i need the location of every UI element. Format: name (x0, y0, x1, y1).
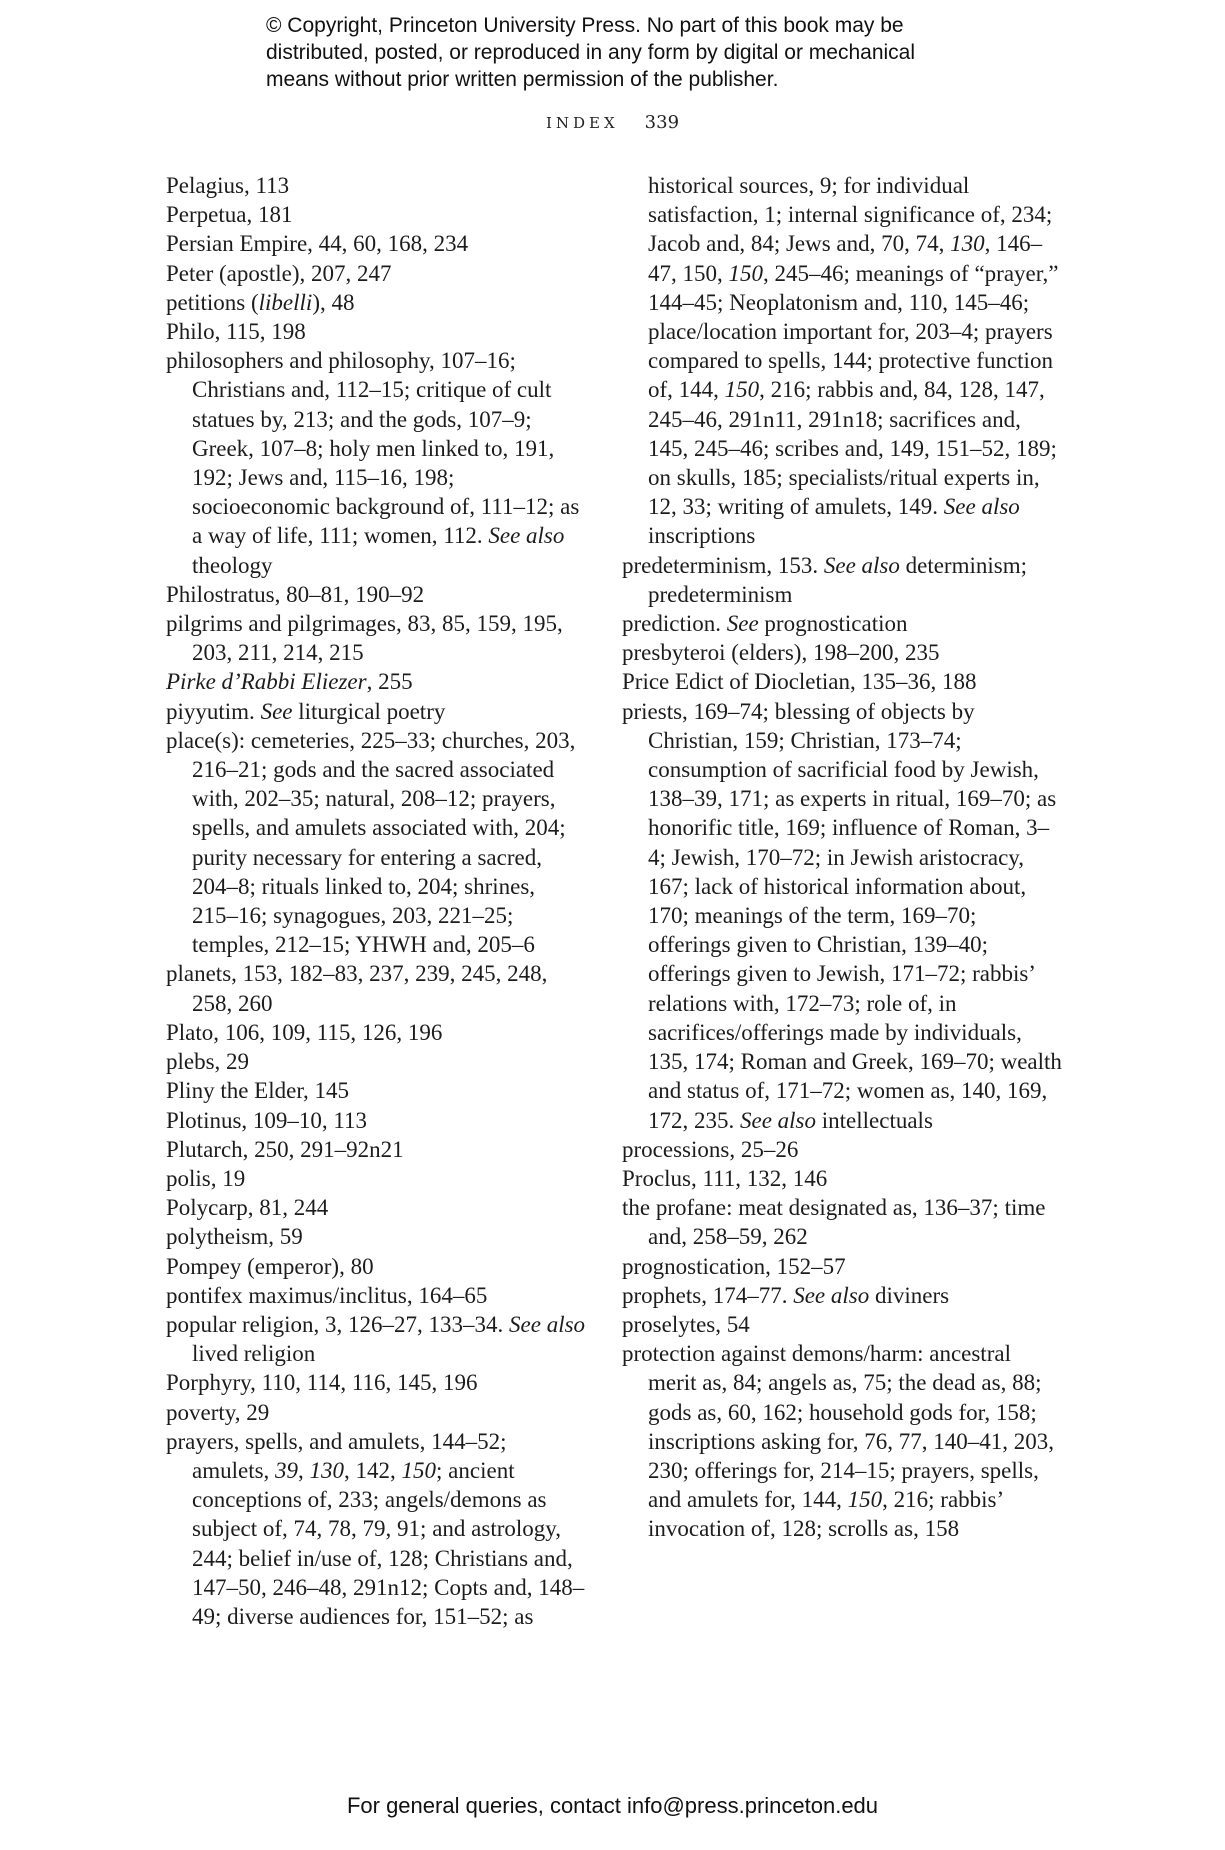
index-entry: Pirke d’Rabbi Eliezer, 255 (166, 669, 413, 695)
index-column-left (166, 171, 586, 1631)
index-entry: polytheism, 59 (166, 1224, 303, 1250)
index-entry: Philo, 115, 198 (166, 319, 306, 345)
index-entry: place(s): cemeteries, 225–33; churches, 203, 216–21; gods and the sacred associated with, 202–35; natural, 208–12; prayers, spells, and amulets associated with, 204; purity necessary for entering a sacred, 204–8; rituals linked to, 204; shrines, 215–16; synagogues, 203, 221–25; temples, 212–15; YHWH and, 205–6 (166, 727, 576, 958)
copyright-line: means without prior written permission of the publisher. (266, 68, 779, 91)
index-entry: prognostication, 152–57 (622, 1253, 846, 1279)
index-entry: prayers, spells, and amulets, 144–52; amulets, 39, 130, 142, 150; ancient conceptions of, 233; angels/demons as subject of, 74, 78, 79, 91; and astrology, 244; belief in/use of, 128; Christians and, 147–50, 246–48, 291n12; Copts and, 148–49; diverse audiences for, 151–52; as (166, 1428, 585, 1629)
index-entry: Perpetua, 181 (166, 202, 293, 228)
index-entry: poverty, 29 (166, 1399, 270, 1425)
index-entry: Plato, 106, 109, 115, 126, 196 (166, 1019, 443, 1045)
copyright-line: distributed, posted, or reproduced in any form by digital or mechanical (266, 41, 916, 64)
index-entry: Pompey (emperor), 80 (166, 1253, 374, 1279)
running-head-title: INDEX (545, 114, 619, 132)
index-entry: Proclus, 111, 132, 146 (622, 1165, 828, 1191)
index-entry: petitions (libelli), 48 (166, 289, 355, 315)
index-entry: Porphyry, 110, 114, 116, 145, 196 (166, 1370, 478, 1396)
index-entry: protection against demons/harm: ancestral merit as, 84; angels as, 75; the dead as, 88; gods as, 60, 162; household gods for, 158; inscriptions asking for, 76, 77, 140–41, 203, 230; offerings for, 214–15; prayers, spells, and amulets for, 144, 150, 216; rabbis’ invocation of, 128; scrolls as, 158 (622, 1341, 1055, 1542)
index-entry: Philostratus, 80–81, 190–92 (166, 581, 425, 607)
index-entry: Plutarch, 250, 291–92n21 (166, 1136, 404, 1162)
index-entry: planets, 153, 182–83, 237, 239, 245, 248, 258, 260 (166, 961, 548, 1016)
index-entry: piyyutim. See liturgical poetry (166, 698, 446, 724)
page-number: 339 (644, 112, 680, 133)
index-entry: Peter (apostle), 207, 247 (166, 260, 392, 286)
index-entry: Persian Empire, 44, 60, 168, 234 (166, 231, 469, 257)
running-head (0, 112, 1225, 133)
index-entry: proselytes, 54 (622, 1311, 750, 1337)
index-entry: processions, 25–26 (622, 1136, 799, 1162)
index-entry: philosophers and philosophy, 107–16; Christians and, 112–15; critique of cult statues by, 213; and the gods, 107–9; Greek, 107–8; holy men linked to, 191, 192; Jews and, 115–16, 198; socioeconomic background of, 111–12; as a way of life, 111; women, 112. See also theology (166, 348, 580, 578)
index-entry: predeterminism, 153. See also determinism; predeterminism (622, 552, 1027, 607)
copyright-notice (266, 12, 1026, 93)
index-entry: Pelagius, 113 (166, 173, 290, 198)
index-entry: plebs, 29 (166, 1049, 250, 1075)
index-entry: prophets, 174–77. See also diviners (622, 1282, 950, 1308)
index-entry: Polycarp, 81, 244 (166, 1195, 329, 1221)
footer-contact: For general queries, contact info@press.princeton.edu (346, 1793, 879, 1818)
index-entry: Pliny the Elder, 145 (166, 1078, 350, 1104)
index-entry: pontifex maximus/inclitus, 164–65 (166, 1282, 488, 1308)
index-entry: popular religion, 3, 126–27, 133–34. See also lived religion (166, 1311, 586, 1367)
index-entry: prediction. See prognostication (622, 611, 908, 637)
copyright-line: © Copyright, Princeton University Press. No part of this book may be (266, 14, 904, 37)
index-entry-continuation: historical sources, 9; for individual satisfaction, 1; internal significance of, 234; Jacob and, 84; Jews and, 70, 74, 130, 146–47, 150, 150, 245–46; meanings of “prayer,” 144–45; Neoplatonism and, 110, 145–46; place/location important for, 203–4; prayers compared to spells, 144; protective function of, 144, 150, 216; rabbis and, 84, 128, 147, 245–46, 291n11, 291n18; sacrifices and, 145, 245–46; scribes and, 149, 151–52, 189; on skulls, 185; specialists/ritual experts in, 12, 33; writing of amulets, 149. See also inscriptions (648, 173, 1059, 549)
index-entry: Price Edict of Diocletian, 135–36, 188 (622, 669, 977, 695)
index-column-right (622, 171, 1062, 1544)
index-entry: polis, 19 (166, 1165, 246, 1191)
index-entry: Plotinus, 109–10, 113 (166, 1107, 368, 1133)
index-entry: presbyteroi (elders), 198–200, 235 (622, 640, 940, 666)
index-entry: the profane: meat designated as, 136–37; time and, 258–59, 262 (622, 1195, 1046, 1250)
index-entry: pilgrims and pilgrimages, 83, 85, 159, 195, 203, 211, 214, 215 (166, 611, 563, 666)
index-entry: priests, 169–74; blessing of objects by Christian, 159; Christian, 173–74; consumption of sacrificial food by Jewish, 138–39, 171; as experts in ritual, 169–70; as honorific title, 169; influence of Roman, 3–4; Jewish, 170–72; in Jewish aristocracy, 167; lack of historical information about, 170; meanings of the term, 169–70; offerings given to Christian, 139–40; offerings given to Jewish, 171–72; rabbis’ relations with, 172–73; role of, in sacrifices/offerings made by individuals, 135, 174; Roman and Greek, 169–70; wealth and status of, 171–72; women as, 140, 169, 172, 235. See also intellectuals (622, 698, 1062, 1133)
